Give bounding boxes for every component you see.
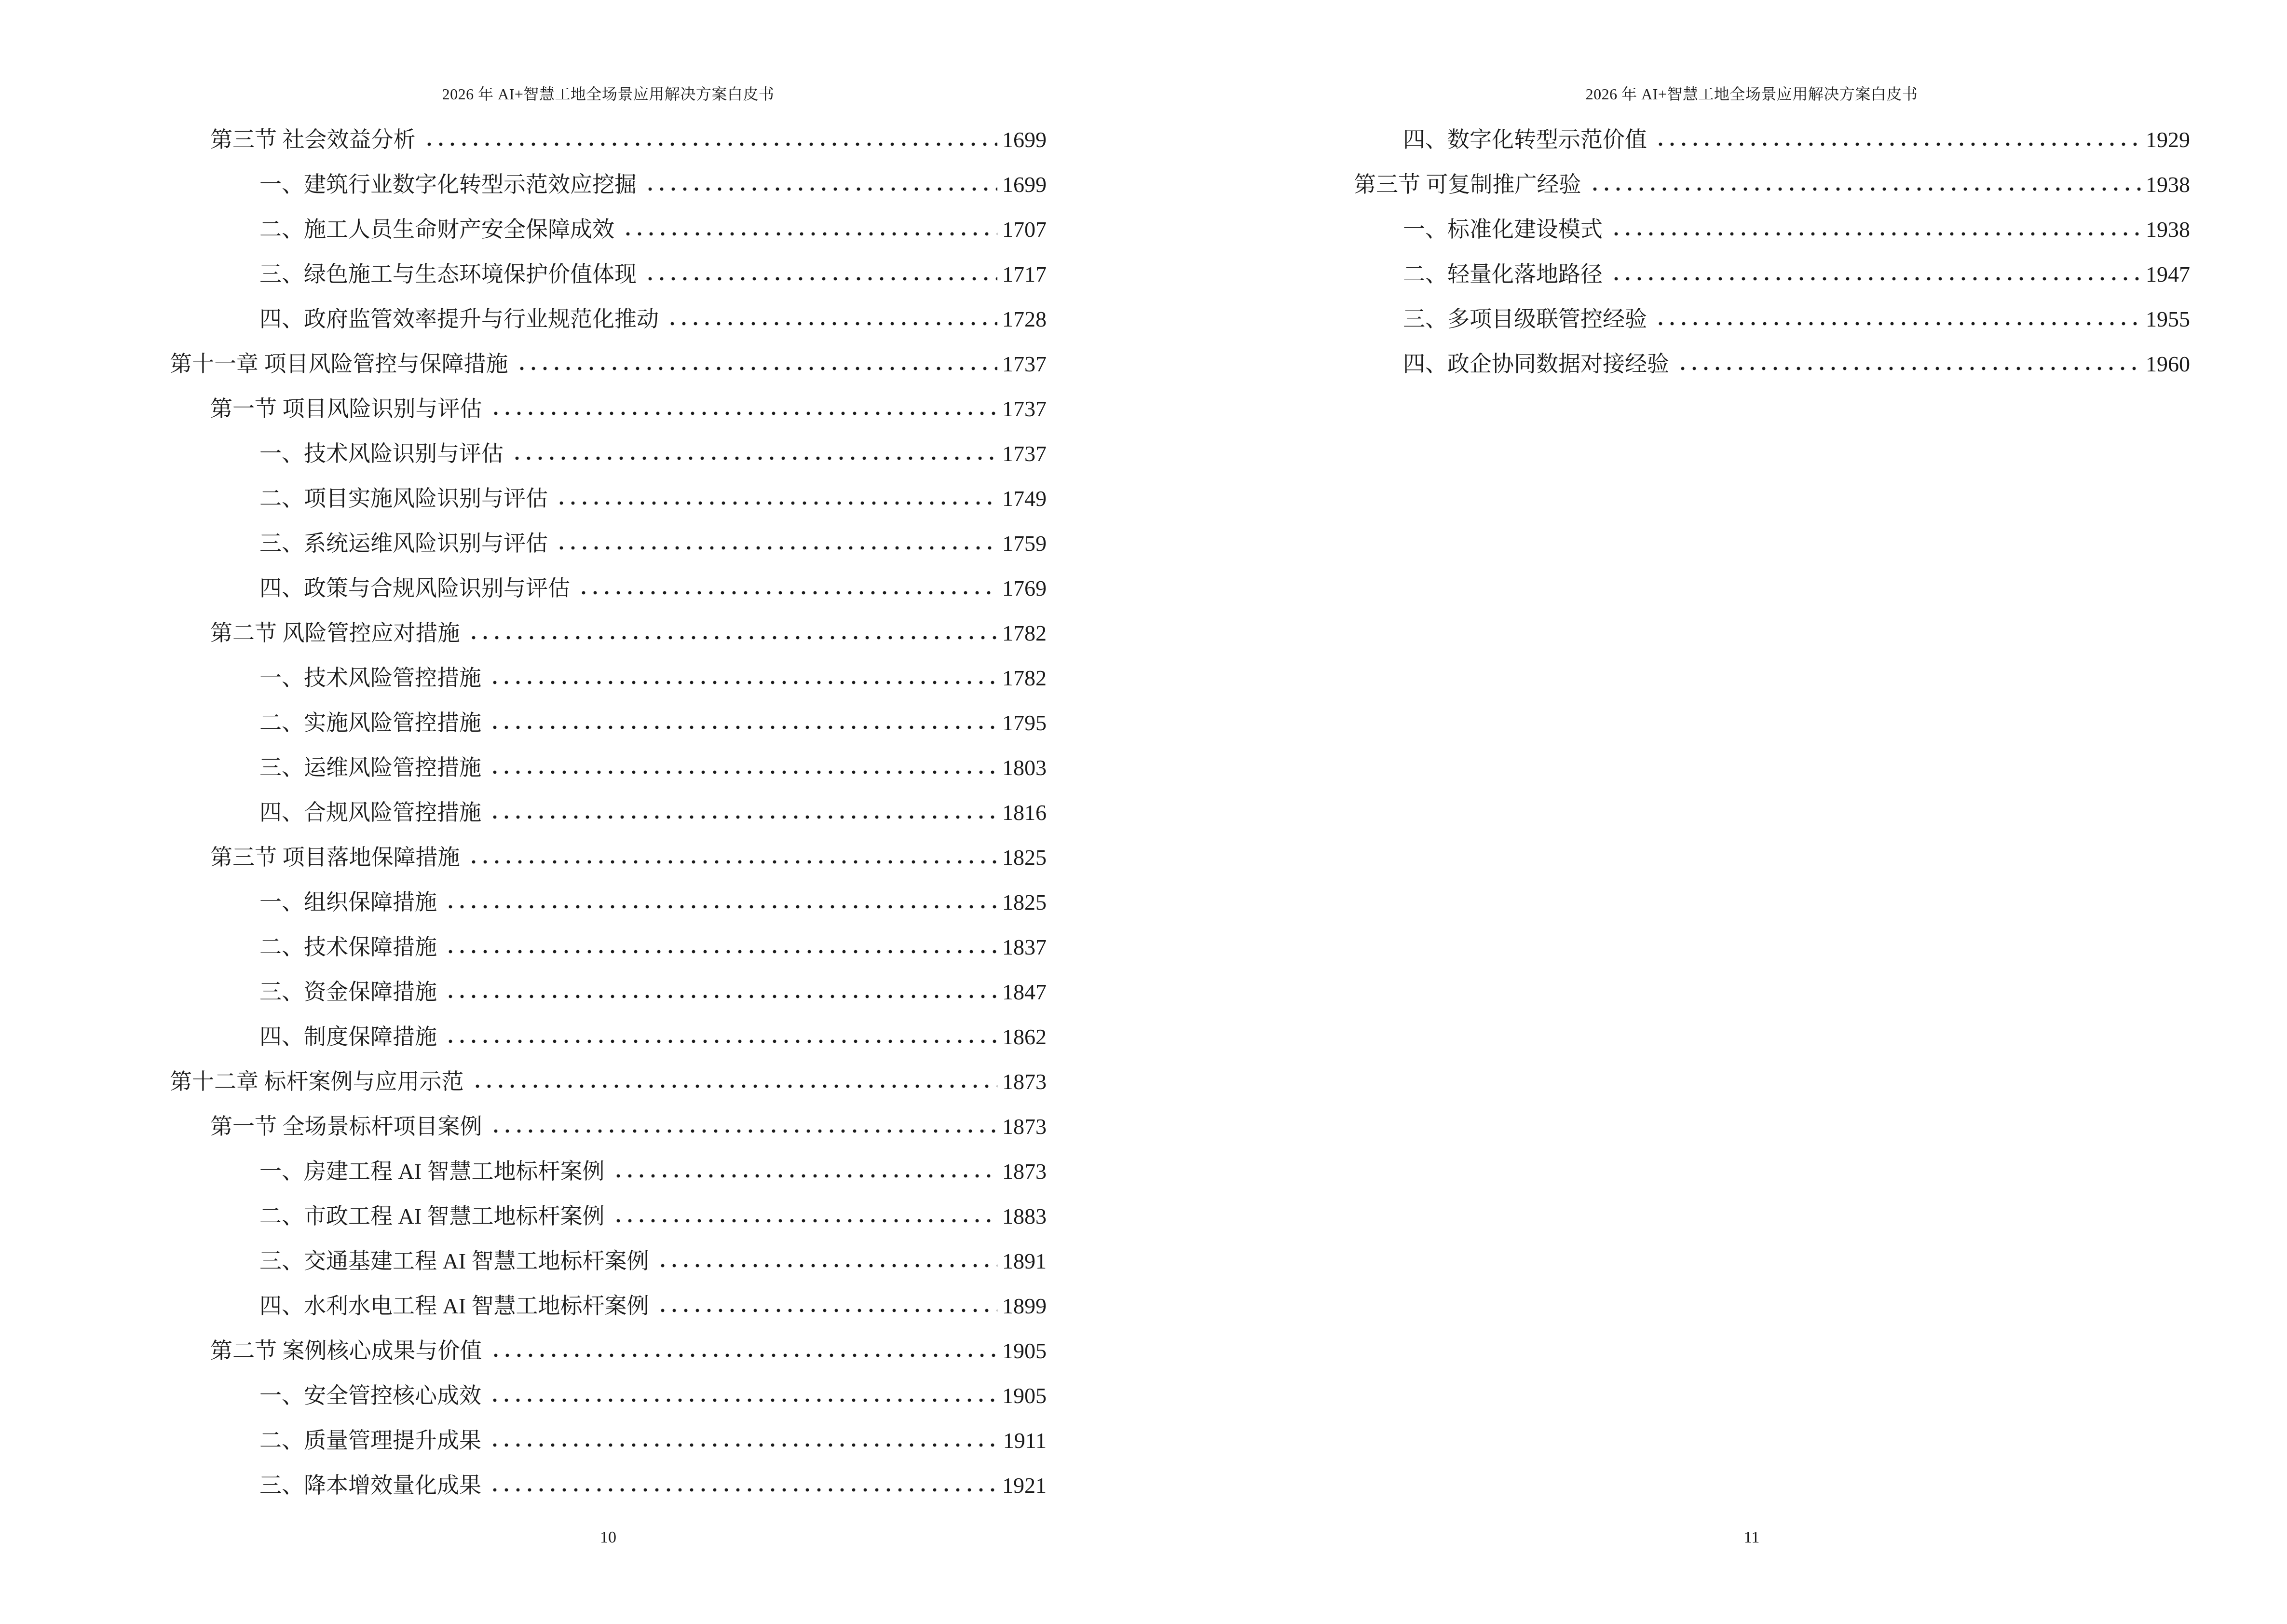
toc-entry-title: 一、组织保障措施 [259,890,437,914]
toc-entry-title: 四、数字化转型示范价值 [1403,127,1647,152]
dot-leader [489,1387,997,1403]
toc-entry-title: 二、项目实施风险识别与评估 [259,486,548,511]
dot-leader [490,1342,998,1358]
dot-leader [657,1297,997,1313]
toc-entry[interactable] [1313,341,2190,386]
toc-entry[interactable] [1313,252,2190,297]
dot-leader [489,1432,998,1448]
toc-entry[interactable] [170,790,1047,835]
dot-leader [468,624,998,641]
toc-entry-title: 第十一章 项目风险管控与保障措施 [170,352,508,376]
toc-entry-page-number: 1929 [2146,127,2190,152]
toc-entry-page-number: 1749 [1002,486,1047,511]
toc-entry[interactable] [1313,117,2190,162]
toc-entry-title: 第三节 社会效益分析 [210,127,416,152]
dot-leader [516,355,998,371]
toc-entry-page-number: 1891 [1002,1249,1047,1273]
dot-leader [556,490,997,506]
toc-entry[interactable] [170,1373,1047,1418]
page-number: 10 [600,1528,616,1546]
toc-entry[interactable] [170,1104,1047,1149]
toc-entry-title: 二、实施风险管控措施 [259,710,481,735]
toc-entry-title: 一、安全管控核心成效 [259,1383,481,1408]
toc-entry[interactable] [170,386,1047,431]
toc-entry[interactable] [170,835,1047,880]
toc-entry-title: 一、技术风险管控措施 [259,666,481,690]
toc-entry[interactable] [170,700,1047,745]
toc-entry-page-number: 1873 [1002,1069,1047,1094]
toc-entry-title: 一、标准化建设模式 [1403,217,1603,242]
dot-leader [423,131,998,147]
toc-entry-title: 第二节 风险管控应对措施 [210,621,460,645]
toc-entry-title: 四、水利水电工程 AI 智慧工地标杆案例 [259,1294,649,1318]
toc-entry[interactable] [170,1059,1047,1104]
dot-leader [445,983,997,999]
toc-entry[interactable] [1313,162,2190,207]
toc-entry[interactable] [1313,297,2190,341]
dot-leader [613,1162,997,1179]
dot-leader [489,804,997,820]
toc-entry-title: 第一节 全场景标杆项目案例 [210,1114,482,1139]
toc-entry-page-number: 1803 [1002,755,1047,780]
toc-entry-page-number: 1795 [1002,710,1047,735]
toc-entry-page-number: 1873 [1002,1159,1047,1184]
dot-leader [489,1476,997,1493]
toc-entry-title: 四、合规风险管控措施 [259,800,481,825]
dot-leader [1589,176,2141,192]
toc-entry-page-number: 1905 [1002,1338,1047,1363]
toc-entry-page-number: 1816 [1002,800,1047,825]
toc-entry-page-number: 1862 [1002,1024,1047,1049]
toc-entry[interactable] [170,1239,1047,1283]
toc-entry[interactable] [170,1014,1047,1059]
toc-entry-title: 第二节 案例核心成果与价值 [210,1338,482,1363]
toc-entry-page-number: 1899 [1002,1294,1047,1318]
toc-entry-page-number: 1728 [1002,307,1047,331]
toc-entry-page-number: 1938 [2146,217,2190,242]
toc-list-right [1313,117,2190,386]
toc-entry[interactable] [170,1418,1047,1463]
toc-entry[interactable] [170,162,1047,207]
running-header: 2026 年 AI+智慧工地全场景应用解决方案白皮书 [1585,85,1918,103]
toc-entry-title: 三、降本增效量化成果 [259,1473,481,1498]
toc-entry-title: 第十二章 标杆案例与应用示范 [170,1069,464,1094]
toc-entry[interactable] [170,252,1047,297]
dot-leader [1610,220,2141,237]
toc-entry-page-number: 1737 [1002,396,1047,421]
toc-entry-page-number: 1947 [2146,262,2190,287]
toc-entry-title: 第三节 项目落地保障措施 [210,845,460,870]
toc-entry[interactable] [170,1463,1047,1508]
dot-leader [490,1118,998,1134]
toc-entry-page-number: 1825 [1002,845,1047,870]
toc-entry-page-number: 1837 [1002,935,1047,959]
toc-entry[interactable] [170,207,1047,252]
toc-entry-page-number: 1737 [1002,352,1047,376]
dot-leader [556,534,997,551]
dot-leader [578,579,997,596]
toc-entry-title: 四、政策与合规风险识别与评估 [259,576,570,600]
toc-entry-title: 二、质量管理提升成果 [259,1428,481,1453]
page-number: 11 [1743,1528,1760,1546]
toc-entry-page-number: 1938 [2146,172,2190,197]
toc-entry-title: 三、绿色施工与生态环境保护价值体现 [259,262,637,287]
toc-entry-page-number: 1699 [1002,172,1047,197]
toc-entry-title: 一、技术风险识别与评估 [259,441,504,466]
toc-entry[interactable] [1313,207,2190,252]
dot-leader [622,220,997,237]
toc-entry-page-number: 1707 [1002,217,1047,242]
toc-entry[interactable] [170,1149,1047,1194]
dot-leader [468,848,998,865]
toc-entry-page-number: 1769 [1002,576,1047,600]
page-right [1144,0,2287,1624]
toc-entry-page-number: 1960 [2146,352,2190,376]
toc-entry-title: 二、施工人员生命财产安全保障成效 [259,217,614,242]
toc-entry[interactable] [170,297,1047,341]
toc-entry[interactable] [170,655,1047,700]
toc-entry-page-number: 1921 [1002,1473,1047,1498]
toc-entry-page-number: 1759 [1002,531,1047,556]
toc-list-left [170,117,1047,1508]
toc-entry[interactable] [170,880,1047,925]
dot-leader [472,1073,998,1089]
toc-entry[interactable] [170,341,1047,386]
toc-entry[interactable] [170,1194,1047,1239]
toc-entry[interactable] [170,745,1047,790]
dot-leader [445,1028,997,1044]
toc-entry-title: 三、交通基建工程 AI 智慧工地标杆案例 [259,1249,649,1273]
toc-entry-page-number: 1717 [1002,262,1047,287]
toc-entry[interactable] [170,117,1047,162]
dot-leader [1677,355,2141,371]
toc-entry-title: 四、制度保障措施 [259,1024,437,1049]
toc-entry[interactable] [170,611,1047,655]
toc-entry-page-number: 1825 [1002,890,1047,914]
toc-entry[interactable] [170,566,1047,611]
toc-entry-title: 一、建筑行业数字化转型示范效应挖掘 [259,172,637,197]
toc-entry-title: 二、技术保障措施 [259,935,437,959]
dot-leader [1655,131,2141,147]
toc-entry-page-number: 1782 [1002,666,1047,690]
toc-entry[interactable] [170,1328,1047,1373]
dot-leader [644,176,997,192]
toc-entry-page-number: 1883 [1002,1204,1047,1228]
dot-leader [613,1207,997,1224]
dot-leader [644,265,997,282]
toc-entry-title: 四、政企协同数据对接经验 [1403,352,1669,376]
toc-entry-page-number: 1847 [1002,980,1047,1004]
dot-leader [511,445,997,461]
dot-leader [445,893,997,910]
toc-entry-title: 三、系统运维风险识别与评估 [259,531,548,556]
running-header: 2026 年 AI+智慧工地全场景应用解决方案白皮书 [442,85,775,103]
dot-leader [489,714,997,730]
toc-entry-page-number: 1873 [1002,1114,1047,1139]
dot-leader [490,400,998,416]
dot-leader [667,310,997,327]
toc-entry-page-number: 1737 [1002,441,1047,466]
toc-entry[interactable] [170,521,1047,566]
dot-leader [657,1252,997,1269]
toc-entry[interactable] [170,476,1047,521]
toc-entry[interactable] [170,431,1047,476]
toc-entry-title: 一、房建工程 AI 智慧工地标杆案例 [259,1159,605,1184]
toc-entry-title: 四、政府监管效率提升与行业规范化推动 [259,307,659,331]
dot-leader [1610,265,2141,282]
dot-leader [489,759,997,775]
toc-entry-title: 第三节 可复制推广经验 [1354,172,1581,197]
toc-entry-title: 三、资金保障措施 [259,980,437,1004]
toc-entry-page-number: 1782 [1002,621,1047,645]
toc-entry-title: 二、市政工程 AI 智慧工地标杆案例 [259,1204,605,1228]
toc-entry[interactable] [170,1283,1047,1328]
toc-entry-title: 二、轻量化落地路径 [1403,262,1603,287]
toc-entry[interactable] [170,969,1047,1014]
toc-entry-title: 三、运维风险管控措施 [259,755,481,780]
dot-leader [489,669,997,685]
toc-entry-title: 三、多项目级联管控经验 [1403,307,1647,331]
toc-entry-page-number: 1911 [1003,1428,1047,1453]
toc-entry-page-number: 1905 [1002,1383,1047,1408]
toc-entry-page-number: 1699 [1002,127,1047,152]
dot-leader [445,938,997,955]
toc-entry[interactable] [170,925,1047,969]
toc-entry-page-number: 1955 [2146,307,2190,331]
toc-entry-title: 第一节 项目风险识别与评估 [210,396,482,421]
dot-leader [1655,310,2141,327]
